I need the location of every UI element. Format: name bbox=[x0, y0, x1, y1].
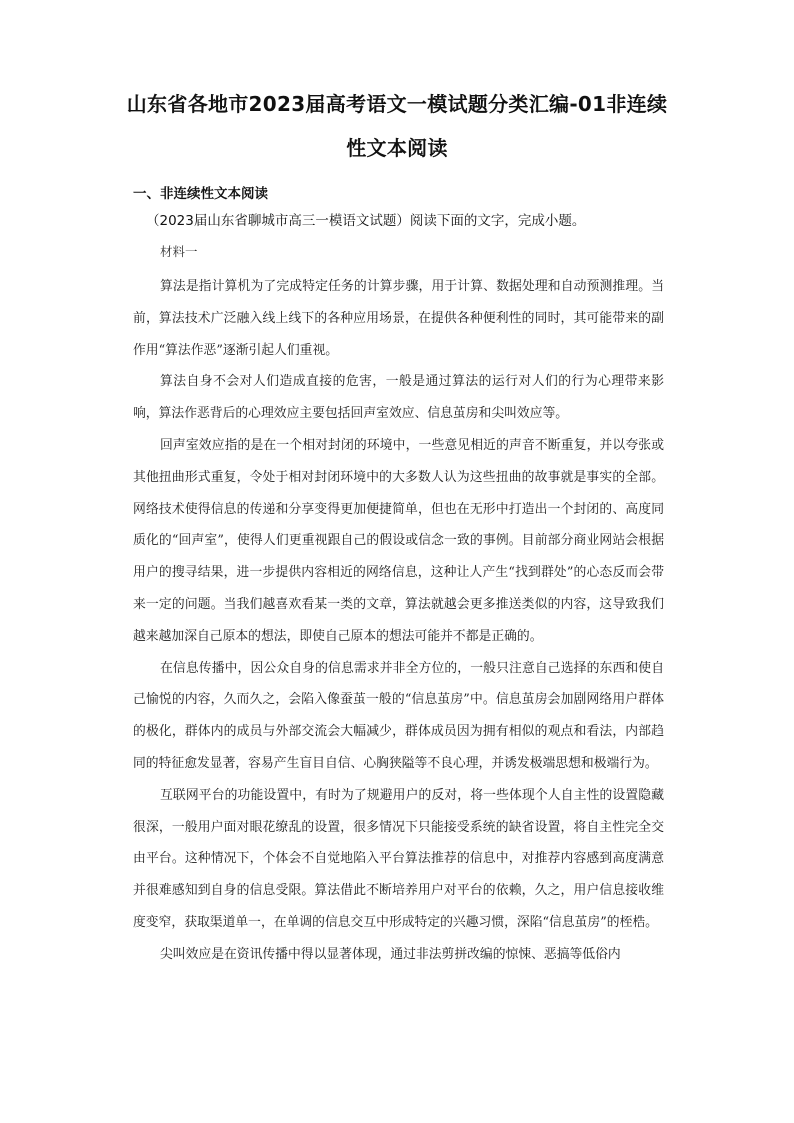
document-title bbox=[100, 82, 694, 170]
paragraph: 在信息传播中，因公众自身的信息需求并非全方位的，一般只注意自己选择的东西和使自己愉悦的内容，久而久之，会陷入像蚕茧一般的“信息茧房”中。信息茧房会加剧网络用户群体的极化，群体内的成员与外部交流会大幅减少，群体成员因为拥有相似的观点和看法，内部趋同的特征愈发显著，容易产生盲目自信、心胸狭隘等不良心理，并诱发极端思想和极端行为。 bbox=[133, 660, 664, 771]
article-body bbox=[133, 271, 664, 971]
paragraph: 算法是指计算机为了完成特定任务的计算步骤，用于计算、数据处理和自动预测推理。当前，算法技术广泛融入线上线下的各种应用场景，在提供各种便利性的同时，其可能带来的副作用“算法作恶”逐渐引起人们重视。 bbox=[133, 279, 664, 358]
paragraph: 算法自身不会对人们造成直接的危害，一般是通过算法的运行对人们的行为心理带来影响，算法作恶背后的心理效应主要包括回声室效应、信息茧房和尖叫效应等。 bbox=[133, 374, 664, 422]
question-source-line: （2023届山东省聊城市高三一模语文试题）阅读下面的文字，完成小题。 bbox=[146, 213, 586, 229]
title-line-1: 山东省各地市2023届高考语文一模试题分类汇编-01非连续 bbox=[126, 92, 668, 116]
section-heading: 一、非连续性文本阅读 bbox=[133, 186, 268, 202]
paragraph: 互联网平台的功能设置中，有时为了规避用户的反对，将一些体现个人自主性的设置隐藏很深，一般用户面对眼花缭乱的设置，很多情况下只能接受系统的缺省设置，将自主性完全交由平台。这种情况下，个体会不自觉地陷入平台算法推荐的信息中，对推荐内容感到高度满意并很难感知到自身的信息受限。算法借此不断培养用户对平台的依赖，久之，用户信息接收维度变窄，获取渠道单一，在单调的信息交互中形成特定的兴趣习惯，深陷“信息茧房”的桎梏。 bbox=[133, 787, 664, 930]
material-label: 材料一 bbox=[160, 244, 198, 259]
paragraph: 尖叫效应是在资讯传播中得以显著体现，通过非法剪拼改编的惊悚、恶搞等低俗内 bbox=[160, 946, 621, 962]
paragraph: 回声室效应指的是在一个相对封闭的环境中，一些意见相近的声音不断重复，并以夸张或其他扭曲形式重复，令处于相对封闭环境中的大多数人认为这些扭曲的故事就是事实的全部。网络技术使得信息的传递和分享变得更加便捷简单，但也在无形中打造出一个封闭的、高度同质化的“回声室”，使得人们更重视跟自己的假设或信念一致的事例。目前部分商业网站会根据用户的搜寻结果，进一步提供内容相近的网络信息，这种让人产生“找到群处”的心态反而会带来一定的问题。当我们越喜欢看某一类的文章，算法就越会更多推送类似的内容，这导致我们越来越加深自己原本的想法，即使自己原本的想法可能并不都是正确的。 bbox=[133, 437, 664, 644]
title-line-2: 性文本阅读 bbox=[346, 136, 448, 160]
